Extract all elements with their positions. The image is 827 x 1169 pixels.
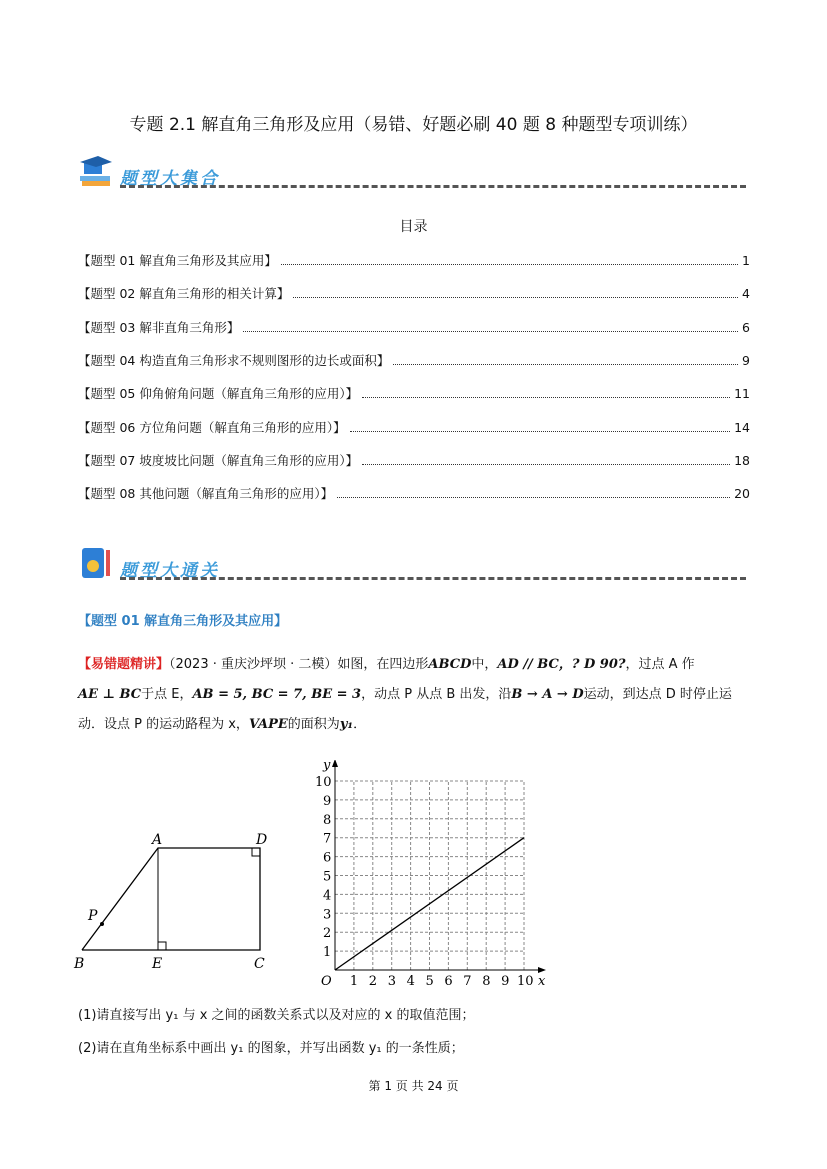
x-axis-label: x (538, 974, 546, 989)
calculator-icon (78, 546, 114, 580)
coordinate-graph (305, 760, 555, 990)
math: ABCD (428, 657, 472, 672)
label-e: E (152, 956, 163, 972)
y-tick-label: 8 (323, 812, 332, 828)
text: 动．设点 P 的运动路程为 x， (78, 717, 249, 732)
label-c: C (254, 956, 265, 972)
math: AB = 5, BC = 7, BE = 3 (192, 687, 362, 702)
banner-question-types: 题型大集合 (78, 152, 746, 192)
toc-leader (350, 430, 730, 432)
toc-leader (337, 496, 730, 498)
x-tick-label: 9 (501, 974, 510, 989)
toc-label: 【题型 04 构造直角三角形求不规则图形的边长或面积】 (78, 352, 390, 368)
toc-leader (293, 296, 738, 298)
x-tick-label: 4 (406, 974, 415, 989)
x-tick-label: 1 (349, 974, 359, 989)
y-tick-label: 6 (323, 850, 332, 866)
y-tick-label: 3 (323, 907, 332, 923)
toc-page: 1 (742, 253, 750, 268)
problem-tag: 【易错题精讲】 (78, 657, 170, 672)
x-tick-label: 6 (444, 974, 453, 989)
question-2: (2)请在直角坐标系中画出 y₁ 的图象，并写出函数 y₁ 的一条性质； (78, 1041, 464, 1056)
toc-entry[interactable] (78, 284, 750, 302)
y-axis-label: y (323, 760, 331, 773)
toc-label: 【题型 01 解直角三角形及其应用】 (78, 253, 277, 268)
y-tick-label: 2 (323, 926, 332, 942)
toc-label: 【题型 02 解直角三角形的相关计算】 (78, 286, 290, 302)
toc-page: 14 (734, 419, 750, 435)
math: y₁ (339, 717, 354, 732)
toc-page: 20 (734, 486, 750, 502)
y-tick-label: 1 (323, 945, 332, 961)
y-tick-label: 5 (323, 869, 332, 885)
toc-entry[interactable] (78, 351, 750, 369)
text: 于点 E， (141, 687, 193, 702)
math: VAPE (248, 717, 288, 732)
y-axis-arrow (332, 760, 338, 767)
y-tick-label: 9 (323, 793, 332, 809)
label-d: D (256, 832, 268, 848)
text: ，动点 P 从点 B 出发，沿 (361, 687, 512, 702)
problem-text (78, 650, 750, 740)
section-heading: 【题型 01 解直角三角形及其应用】 (78, 614, 288, 629)
text: 的面积为 (287, 717, 340, 732)
toc-label: 【题型 05 仰角俯角问题（解直角三角形的应用）】 (78, 386, 359, 402)
toc-page: 9 (742, 352, 750, 368)
toc-page: 11 (734, 386, 750, 402)
toc-page: 6 (742, 319, 750, 335)
math: AE ⊥ BC (78, 687, 142, 702)
x-tick-label: 3 (387, 974, 396, 989)
toc-leader (362, 396, 730, 398)
page-footer: 第 1 页 共 24 页 (368, 1079, 459, 1093)
toc-page: 4 (742, 286, 750, 302)
x-tick-label: 2 (368, 974, 378, 989)
toc-leader (362, 463, 730, 465)
toc-leader (393, 363, 738, 365)
x-tick-label: 7 (463, 974, 472, 989)
toc-entry[interactable] (78, 251, 750, 269)
quadrilateral-figure (70, 830, 270, 975)
text: 中， (471, 657, 498, 672)
toc-entry[interactable] (78, 318, 750, 336)
x-tick-label: 8 (482, 974, 491, 989)
label-p: P (88, 908, 98, 924)
toc-entry[interactable] (78, 484, 750, 502)
toc-leader (281, 263, 738, 265)
toc-entry[interactable] (78, 418, 750, 436)
math: B → A → D (511, 687, 584, 702)
text: （2023 · 重庆沙坪坝 · 二模）如图，在四边形 (169, 657, 429, 672)
banner-question-drill: 题型大通关 (78, 544, 746, 584)
document-title: 专题 2.1 解直角三角形及应用（易错、好题必刷 40 题 8 种题型专项训练） (129, 115, 698, 135)
toc-label: 【题型 07 坡度坡比问题（解直角三角形的应用）】 (78, 452, 359, 468)
y-tick-label: 4 (323, 888, 332, 904)
y-tick-label: 7 (323, 831, 332, 847)
text: ． (353, 717, 367, 732)
x-tick-label: 10 (517, 974, 534, 989)
text: ，过点 A 作 (625, 657, 695, 672)
origin-label: O (321, 974, 332, 989)
label-b: B (74, 956, 85, 972)
toc-label: 【题型 06 方位角问题（解直角三角形的应用）】 (78, 419, 346, 435)
toc-leader (243, 330, 738, 332)
toc-entry[interactable] (78, 384, 750, 402)
x-tick-label: 5 (425, 974, 434, 989)
y-tick-label: 10 (315, 775, 332, 790)
toc-label: 【题型 08 其他问题（解直角三角形的应用）】 (78, 486, 334, 502)
toc-heading: 目录 (399, 219, 428, 235)
toc-label: 【题型 03 解非直角三角形】 (78, 319, 240, 335)
x-axis-arrow (538, 967, 546, 973)
question-1: (1)请直接写出 y₁ 与 x 之间的函数关系式以及对应的 x 的取值范围； (78, 1008, 475, 1023)
text: 运动，到达点 D 时停止运 (583, 687, 732, 702)
toc-page: 18 (734, 452, 750, 468)
label-a: A (152, 832, 163, 848)
math: AD // BC，? D 90? (497, 657, 626, 672)
graduation-books-icon (78, 154, 114, 188)
toc-entry[interactable] (78, 451, 750, 469)
